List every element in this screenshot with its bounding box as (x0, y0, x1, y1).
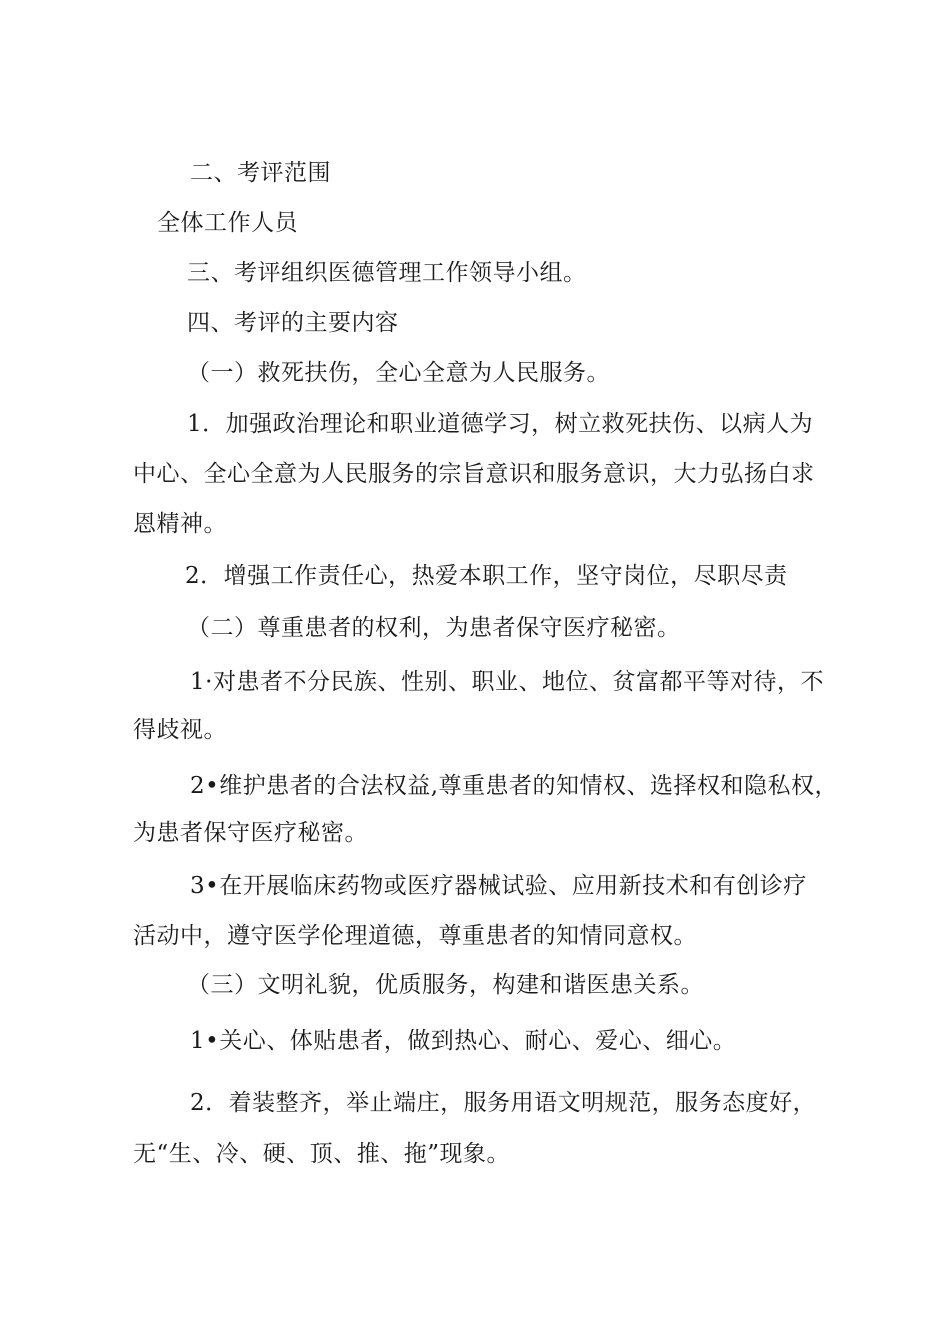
section-heading-4: 四、考评的主要内容 (187, 310, 399, 336)
subsection-heading-3: （三）文明礼貌，优质服务，构建和谐医患关系。 (187, 972, 704, 998)
section-heading-2: 二、考评范围 (190, 160, 331, 186)
paragraph-text: 1·对患者不分民族、性别、职业、地位、贫富都平等对待，不 (190, 669, 824, 695)
section-heading-3: 三、考评组织医德管理工作领导小组。 (187, 260, 587, 286)
paragraph-text: 活动中，遵守医学伦理道德，尊重患者的知情同意权。 (133, 923, 697, 949)
paragraph-text: 为患者保守医疗秘密。 (133, 820, 368, 846)
paragraph-text: 无“生、冷、硬、顶、推、拖”现象。 (133, 1141, 511, 1167)
paragraph-text: 全体工作人员 (157, 210, 298, 236)
paragraph-text: 得歧视。 (133, 717, 227, 743)
paragraph-text: 1•关心、体贴患者，做到热心、耐心、爱心、细心。 (190, 1028, 737, 1054)
paragraph-text: 3•在开展临床药物或医疗器械试验、应用新技术和有创诊疗 (190, 873, 807, 899)
paragraph-text: 2．着装整齐，举止端庄，服务用语文明规范，服务态度好， (190, 1090, 817, 1116)
paragraph-text: 2．增强工作责任心，热爱本职工作，坚守岗位，尽职尽责 (185, 563, 788, 589)
paragraph-text: 恩精神。 (133, 511, 227, 537)
subsection-heading-2: （二）尊重患者的权利，为患者保守医疗秘密。 (187, 615, 681, 641)
subsection-heading-1: （一）救死扶伤，全心全意为人民服务。 (187, 360, 610, 386)
paragraph-text: 中心、全心全意为人民服务的宗旨意识和服务意识，大力弘扬白求 (133, 461, 815, 487)
paragraph-text: 1．加强政治理论和职业道德学习，树立救死扶伤、以病人为 (187, 411, 814, 437)
paragraph-text: 2•维护患者的合法权益,尊重患者的知情权、选择权和隐私权， (190, 773, 839, 799)
